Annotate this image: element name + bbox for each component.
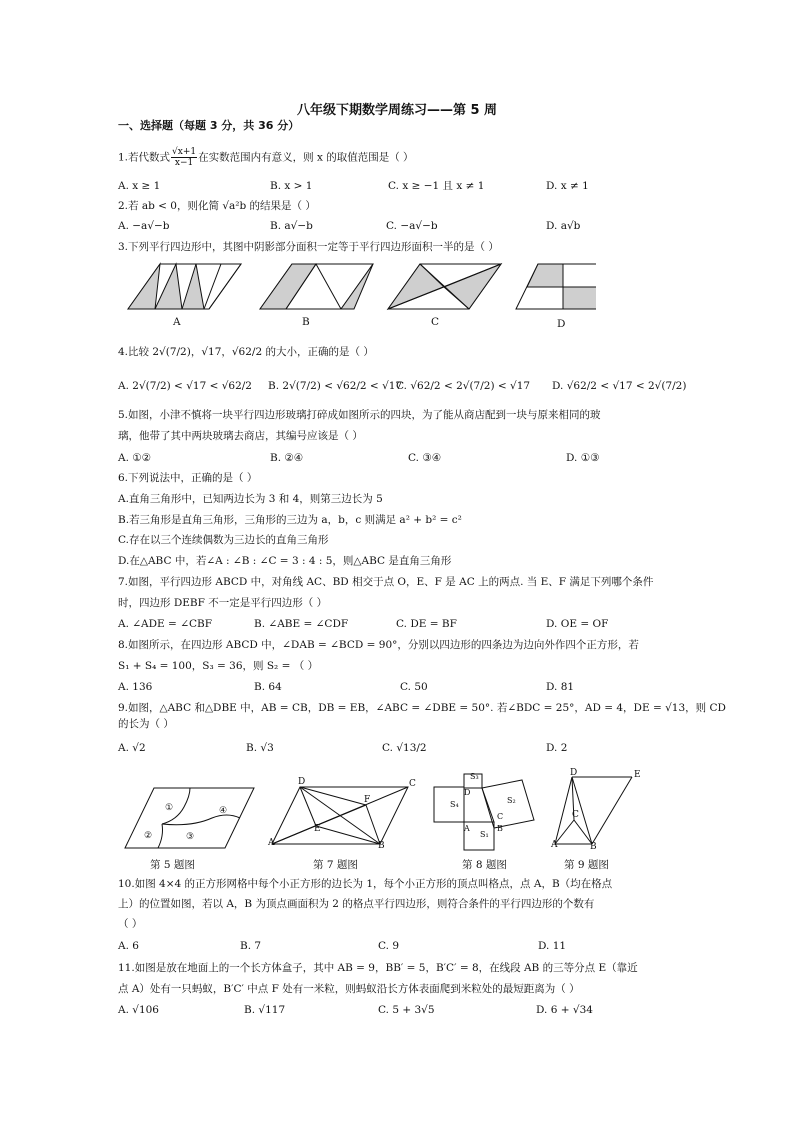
- q8-option-a: A. 136: [118, 681, 153, 693]
- q11-option-d: D. 6 + √34: [536, 1004, 593, 1016]
- question-10-line2: 上）的位置如图，若以 A，B 为顶点画面积为 2 的格点平行四边形，则符合条件的平行四边形的个数有: [118, 898, 595, 910]
- q3-label-c: C: [431, 316, 440, 328]
- q7-option-c: C. DE = BF: [396, 618, 457, 630]
- figure-7: [272, 787, 408, 844]
- q11-option-c: C. 5 + 3√5: [378, 1004, 435, 1016]
- q7-option-d: D. OE = OF: [546, 618, 609, 630]
- q3-label-b: B: [302, 316, 310, 328]
- q6-option-c: C.存在以三个连续偶数为三边长的直角三角形: [118, 534, 329, 546]
- q5-option-d: D. ①③: [566, 452, 600, 464]
- q3-figure-c: [388, 264, 501, 309]
- question-1-stem: 1.若代数式 $\frac{√x+1}{x-1}$ 在实数范围内有意义，则 x 的取值范围是（ ）: [118, 147, 414, 168]
- f8-label-b: B: [497, 824, 503, 833]
- question-7-line2: 时，四边形 DEBF 不一定是平行四边形（ ）: [118, 597, 328, 609]
- page-title: 八年级下期数学周练习——第 5 周: [296, 103, 498, 118]
- q4-option-a: A. 2√(7/2) < √17 < √62/2: [118, 380, 252, 392]
- q4-option-c: C. √62/2 < 2√(7/2) < √17: [396, 380, 531, 392]
- f7-label-f: F: [364, 795, 371, 805]
- question-8-line1: 8.如图所示，在四边形 ABCD 中，∠DAB = ∠BCD = 90°，分别以四边形的四条边为边向外作四个正方形，若: [118, 639, 639, 651]
- f7-label-c: C: [409, 779, 416, 789]
- q1-option-a: A. x ≥ 1: [118, 180, 161, 192]
- q9-option-d: D. 2: [546, 742, 568, 754]
- f7-label-e: E: [314, 824, 321, 834]
- question-11-line1: 11.如图是放在地面上的一个长方体盒子，其中 AB = 9，BB′ = 5，B′C′ = 8，在线段 AB 的三等分点 E（靠近: [118, 962, 638, 974]
- q3-figures: [126, 262, 596, 332]
- f7-label-d: D: [298, 777, 306, 787]
- q4-option-d: D. √62/2 < √17 < 2√(7/2): [552, 380, 687, 392]
- f8-label-a: A: [464, 824, 470, 833]
- question-9-line1: 9.如图，△ABC 和△DBE 中，AB = CB，DB = EB，∠ABC = ∠DBE = 50°. 若∠BDC = 25°，AD = 4，DE = √13，则 CD: [118, 702, 726, 714]
- question-5-line1: 5.如图，小津不慎将一块平行四边形玻璃打碎成如图所示的四块，为了能从商店配到一块与原来相同的玻: [118, 409, 601, 421]
- q3-label-d: D: [557, 318, 566, 330]
- q9-option-a: A. √2: [118, 742, 146, 754]
- q4-option-b: B. 2√(7/2) < √62/2 < √17: [268, 380, 403, 392]
- f8-label-s1: S₁: [480, 830, 489, 839]
- q3-figure-b: [260, 264, 373, 309]
- question-10-line1: 10.如图 4×4 的正方形网格中每个小正方形的边长为 1，每个小正方形的顶点叫格点，点 A，B（均在格点: [118, 878, 613, 890]
- q8-option-c: C. 50: [400, 681, 428, 693]
- f5-label-3: ③: [186, 832, 195, 842]
- f7-label-a: A: [268, 838, 275, 848]
- q10-option-a: A. 6: [118, 940, 139, 952]
- q2-option-c: C. −a√−b: [386, 220, 438, 232]
- question-8-line2: S₁ + S₄ = 100，S₃ = 36，则 S₂ = （ ）: [118, 660, 319, 672]
- q5-option-a: A. ①②: [118, 452, 152, 464]
- q6-option-d: D.在△ABC 中，若∠A : ∠B : ∠C = 3 : 4 : 5，则△ABC 是直角三角形: [118, 555, 452, 567]
- question-2-stem: 2.若 ab < 0，则化简 √a²b 的结果是（ ）: [118, 200, 316, 212]
- q8-option-b: B. 64: [254, 681, 282, 693]
- question-10-line3: （ ）: [118, 918, 143, 930]
- q11-option-a: A. √106: [118, 1004, 159, 1016]
- q8-option-d: D. 81: [546, 681, 575, 693]
- question-5-line2: 璃，他带了其中两块玻璃去商店，其编号应该是（ ）: [118, 430, 363, 442]
- f9-label-e: E: [634, 770, 641, 780]
- q3-figure-a: [128, 264, 241, 309]
- f5-label-1: ①: [165, 803, 174, 813]
- fraction: $\frac{√x+1}{x-1}$: [172, 147, 197, 168]
- f7-label-b: B: [378, 841, 385, 851]
- q6-option-b: B.若三角形是直角三角形，三角形的三边为 a，b，c 则满足 a² + b² = c²: [118, 514, 462, 526]
- f5-label-4: ④: [219, 806, 228, 816]
- q10-option-c: C. 9: [378, 940, 400, 952]
- f8-label-s2: S₂: [507, 796, 516, 805]
- question-11-line2: 点 A）处有一只蚂蚁，B′C′ 中点 F 处有一米粒，则蚂蚁沿长方体表面爬到米粒处的最短距离为（ ）: [118, 983, 580, 995]
- section-heading: 一、选择题（每题 3 分，共 36 分）: [118, 119, 300, 132]
- f9-label-b: B: [590, 842, 597, 852]
- q5-option-b: B. ②④: [270, 452, 304, 464]
- q2-option-a: A. −a√−b: [118, 220, 170, 232]
- q7-option-a: A. ∠ADE = ∠CBF: [118, 618, 213, 630]
- q1-option-b: B. x > 1: [270, 180, 313, 192]
- figures-row: [122, 772, 662, 852]
- q5-option-c: C. ③④: [408, 452, 442, 464]
- f9-label-c: C: [572, 810, 579, 820]
- figure-5-caption: 第 5 题图: [150, 859, 195, 871]
- question-3-stem: 3.下列平行四边形中，其图中阴影部分面积一定等于平行四边形面积一半的是（ ）: [118, 241, 499, 253]
- q3-label-a: A: [173, 316, 181, 328]
- q11-option-b: B. √117: [244, 1004, 286, 1016]
- figure-7-caption: 第 7 题图: [313, 859, 358, 871]
- f8-label-c: C: [497, 812, 504, 821]
- q9-option-b: B. √3: [246, 742, 274, 754]
- q1-option-d: D. x ≠ 1: [546, 180, 589, 192]
- f8-label-s3: S₃: [470, 772, 479, 781]
- q7-option-b: B. ∠ABE = ∠CDF: [254, 618, 349, 630]
- question-4-stem: 4.比较 2√(7/2)，√17，√62/2 的大小，正确的是（ ）: [118, 346, 374, 358]
- figure-8-caption: 第 8 题图: [462, 859, 507, 871]
- q9-option-c: C. √13/2: [382, 742, 427, 754]
- q1-option-c: C. x ≥ −1 且 x ≠ 1: [388, 180, 485, 192]
- q10-option-d: D. 11: [538, 940, 567, 952]
- f9-label-a: A: [551, 840, 558, 850]
- figure-9: [555, 777, 632, 844]
- q6-option-a: A.直角三角形中，已知两边长为 3 和 4，则第三边长为 5: [118, 493, 383, 505]
- f9-label-d: D: [570, 768, 578, 778]
- f8-label-d: D: [464, 788, 471, 797]
- question-9-line2: 的长为（ ）: [118, 718, 174, 730]
- question-6-stem: 6.下列说法中，正确的是（ ）: [118, 472, 258, 484]
- q10-option-b: B. 7: [240, 940, 262, 952]
- f8-label-s4: S₄: [450, 800, 459, 809]
- f5-label-2: ②: [144, 831, 153, 841]
- q2-option-b: B. a√−b: [270, 220, 313, 232]
- question-7-line1: 7.如图，平行四边形 ABCD 中，对角线 AC、BD 相交于点 O，E、F 是 AC 上的两点. 当 E、F 满足下列哪个条件: [118, 576, 654, 588]
- figure-9-caption: 第 9 题图: [564, 859, 609, 871]
- q2-option-d: D. a√b: [546, 220, 581, 232]
- q3-figure-d: [516, 264, 596, 309]
